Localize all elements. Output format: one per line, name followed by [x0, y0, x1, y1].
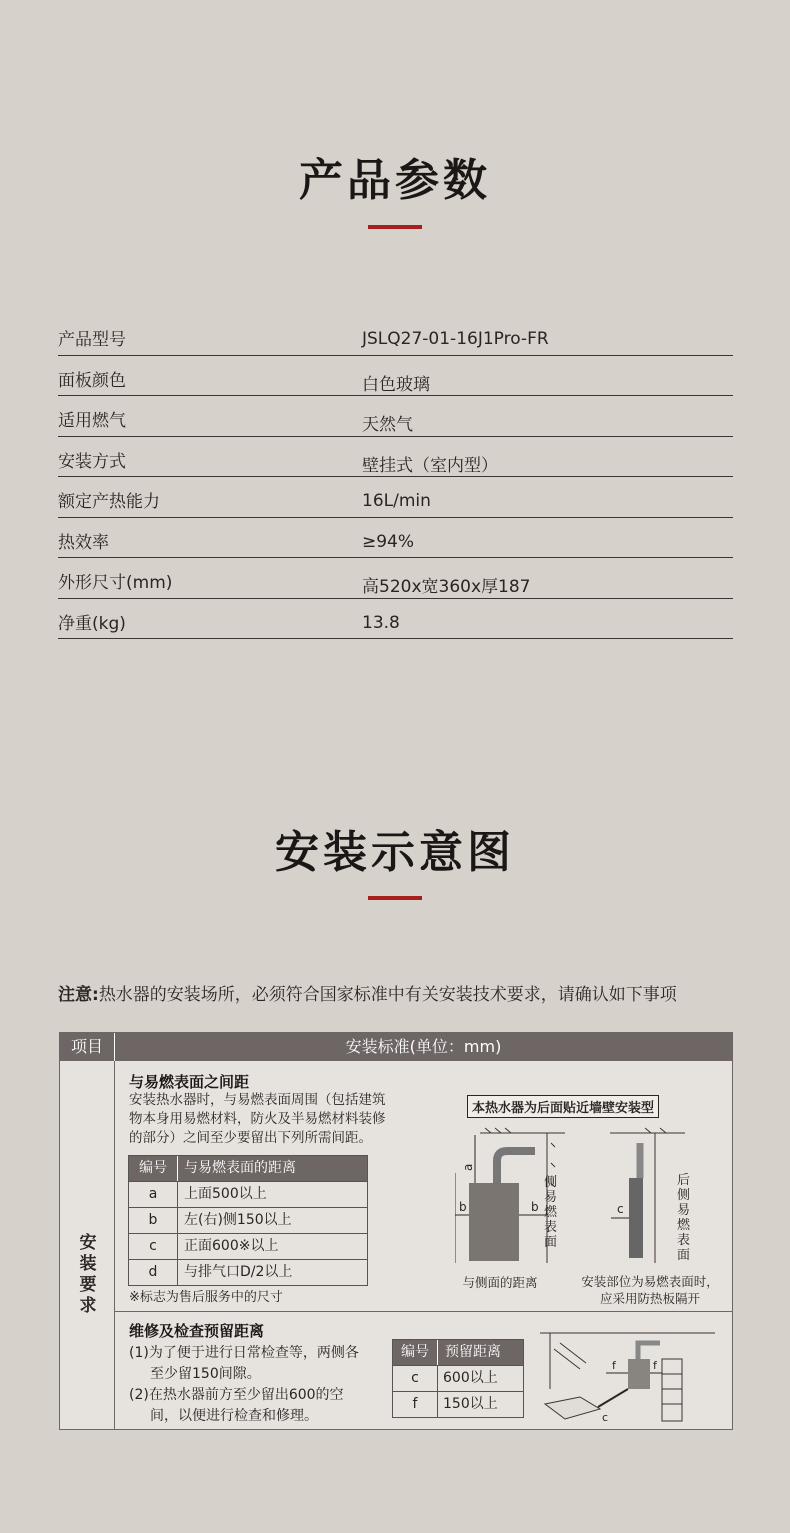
caption-back [570, 1273, 730, 1307]
caption-side: 与侧面的距离 [462, 1275, 538, 1290]
spec-key: 安装方式 [58, 451, 126, 472]
desc-line: (1)为了便于进行日常检查等，两侧各 [129, 1345, 359, 1361]
mark-a: a [461, 1163, 475, 1171]
mark-c: c [602, 1411, 609, 1424]
spec-row [58, 437, 733, 478]
spec-key: 产品型号 [58, 330, 126, 350]
spec-value: 16L/min [362, 491, 431, 511]
spec-row [58, 518, 733, 559]
row-value: 600以上 [443, 1370, 498, 1386]
footnote: ※标志为售后服务中的尺寸 [129, 1290, 283, 1305]
spec-table [58, 315, 733, 639]
diagram-title: 本热水器为后面贴近墙壁安装型 [467, 1095, 659, 1118]
mark-b-left: b [459, 1200, 467, 1214]
spec-row [58, 477, 733, 518]
side-clearance-diagram [455, 1123, 585, 1273]
col-distance: 与易燃表面的距离 [184, 1160, 296, 1176]
spec-row [58, 356, 733, 397]
row-value: 正面600※以上 [184, 1238, 279, 1254]
section-params-title: 产品参数 [299, 155, 491, 206]
table-row [129, 1208, 367, 1234]
part2-title: 维修及检查预留距离 [129, 1322, 265, 1340]
install-note [58, 980, 677, 1005]
table-row [129, 1260, 367, 1285]
title-accent-bar [368, 896, 422, 900]
row-label: 安装要求 [79, 1233, 97, 1316]
spec-key: 净重(kg) [58, 613, 126, 634]
spec-row [58, 315, 733, 356]
spec-key: 面板颜色 [58, 370, 126, 391]
section-install-title: 安装示意图 [275, 827, 515, 878]
install-table [59, 1032, 733, 1430]
part2-desc [129, 1343, 359, 1427]
table-row [129, 1234, 367, 1260]
row-value: 上面500以上 [184, 1186, 267, 1202]
mark-f-left: f [612, 1359, 616, 1372]
col-no: 编号 [129, 1156, 178, 1181]
note-text: 热水器的安装场所，必须符合国家标准中有关安装技术要求，请确认如下事项 [98, 985, 677, 1005]
spec-row [58, 558, 733, 599]
spec-value: 白色玻璃 [362, 374, 430, 395]
row-code: c [129, 1234, 178, 1259]
table-row [393, 1392, 523, 1417]
back-flammable-label: 后侧易燃表面 [677, 1173, 691, 1263]
mark-b-right: b [531, 1200, 539, 1214]
spec-row [58, 599, 733, 640]
row-code: c [393, 1366, 438, 1391]
spec-value: ≥94% [362, 531, 415, 552]
row-code: a [129, 1182, 178, 1207]
row-value: 与排气口D/2以上 [184, 1264, 293, 1280]
clearance-table-head [129, 1156, 367, 1182]
side-flammable-label: 侧易燃表面 [544, 1175, 558, 1250]
heater-side [629, 1178, 643, 1258]
caption-line: 应采用防热板隔开 [599, 1291, 700, 1306]
spec-value: 天然气 [362, 415, 413, 435]
section-divider [115, 1311, 732, 1312]
desc-line: 间，以便进行检查和修理。 [150, 1408, 318, 1424]
row-value: 150以上 [443, 1396, 498, 1412]
spec-key: 额定产热能力 [58, 492, 160, 512]
title-accent-bar [368, 225, 422, 229]
note-label: 注意: [58, 985, 99, 1005]
clearance-table [128, 1155, 368, 1286]
header-item: 项目 [60, 1033, 115, 1061]
heater-body-small [628, 1359, 650, 1389]
row-code: f [393, 1392, 438, 1417]
row-code: d [129, 1260, 178, 1285]
row-value: 左(右)侧150以上 [184, 1212, 292, 1228]
spec-value: 壁挂式（室内型） [362, 455, 498, 476]
desc-line: 的部分）之间至少要留出下列所需间距。 [129, 1130, 372, 1146]
spec-row [58, 396, 733, 437]
desc-line: 安装热水器时，与易燃表面周围（包括建筑 [129, 1092, 386, 1108]
row-code: b [129, 1208, 178, 1233]
header-standard: 安装标准(单位：mm) [345, 1037, 502, 1056]
spec-key: 适用燃气 [58, 411, 126, 431]
maintenance-table [392, 1339, 524, 1418]
maintenance-diagram [540, 1329, 720, 1425]
heater-body [469, 1183, 519, 1261]
desc-line: (2)在热水器前方至少留出600的空 [129, 1387, 344, 1403]
part1-title: 与易燃表面之间距 [129, 1073, 250, 1091]
part1-desc [129, 1091, 386, 1148]
shelf [662, 1359, 682, 1421]
mark-c: c [617, 1202, 624, 1216]
maintenance-table-head [393, 1340, 523, 1366]
col-reserve: 预留距离 [445, 1344, 501, 1360]
spec-key: 热效率 [58, 532, 109, 553]
caption-line: 安装部位为易燃表面时， [581, 1274, 719, 1289]
spec-value: 13.8 [362, 612, 400, 633]
spec-value: 高520x宽360x厚187 [362, 577, 531, 597]
install-table-header [60, 1033, 732, 1061]
spec-key: 外形尺寸(mm) [58, 573, 173, 593]
row-label-cell [60, 1061, 115, 1429]
col-no: 编号 [393, 1340, 438, 1365]
spec-value: JSLQ27-01-16J1Pro-FR [362, 329, 549, 349]
desc-line: 物本身用易燃材料，防火及半易燃材料装修 [129, 1111, 386, 1127]
table-row [393, 1366, 523, 1392]
table-row [129, 1182, 367, 1208]
desc-line: 至少留150间隙。 [150, 1366, 261, 1382]
mark-f-right: f [653, 1359, 657, 1372]
